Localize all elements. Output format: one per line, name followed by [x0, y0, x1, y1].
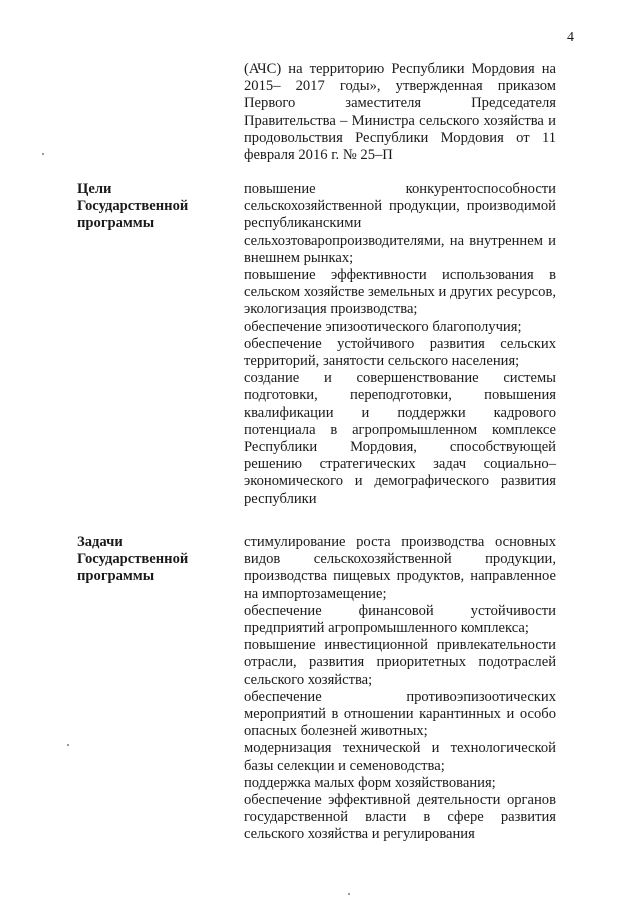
goals-label-line: Цели: [77, 181, 112, 197]
task-item: обеспечение эффективной деятельности органов государственной власти в сфере развития сельского хозяйства и регулирования: [244, 792, 556, 843]
task-item: стимулирование роста производства основных видов сельскохозяйственной продукции, производства пищевых продуктов, направленное на импортозамещение;: [244, 534, 556, 602]
task-item: обеспечение финансовой устойчивости предприятий агропромышленного комплекса;: [244, 602, 556, 637]
scan-speck: [67, 744, 69, 746]
goals-label-line: программы: [77, 215, 155, 232]
goals-label-line: Государственной: [77, 198, 189, 215]
task-item: повышение инвестиционной привлекательности отрасли, развития приоритетных подотраслей сельского хозяйства;: [244, 637, 556, 688]
tasks-label-line: Государственной: [77, 551, 189, 568]
goal-item: обеспечение устойчивого развития сельских территорий, занятости сельского населения;: [244, 335, 556, 370]
tasks-list: [244, 534, 556, 844]
tasks-label-line: программы: [77, 568, 155, 585]
goal-item: создание и совершенствование системы подготовки, переподготовки, повышения квалификации и поддержки кадрового потенциала в агропромышленном комплексе Республики Мордовия, способствующей решению стратегических задач социально–экономического и демографического развития республики: [244, 370, 556, 507]
goals-label: [77, 181, 227, 233]
tasks-label-line: Задачи: [77, 534, 123, 550]
header-paragraph-text: (АЧС) на территорию Республики Мордовия на 2015– 2017 годы», утвержденная приказом Первого заместителя Председателя Правительства – Министра сельского хозяйства и продовольствия Республики Мордовия от 11 февраля 2016 г. № 25–П: [244, 61, 556, 164]
scan-speck: [348, 893, 350, 895]
task-item: модернизация технической и технологической базы селекции и семеноводства;: [244, 740, 556, 774]
goal-item: повышение конкурентоспособности сельскохозяйственной продукции, производимой республиканскими сельхозтоваропроизводителями, на внутреннем и внешнем рынках;: [244, 181, 556, 266]
task-item: обеспечение противоэпизоотических мероприятий в отношении карантинных и особо опасных болезней животных;: [244, 688, 556, 740]
header-paragraph: [244, 61, 556, 164]
page-number: 4: [567, 30, 574, 45]
goal-item: обеспечение эпизоотического благополучия;: [244, 318, 522, 335]
scan-speck: [42, 153, 44, 155]
tasks-label: [77, 534, 227, 586]
task-item: поддержка малых форм хозяйствования;: [244, 774, 496, 791]
goals-list: [244, 181, 556, 508]
goal-item: повышение эффективности использования в сельском хозяйстве земельных и других ресурсов, экологизация производства;: [244, 267, 556, 318]
